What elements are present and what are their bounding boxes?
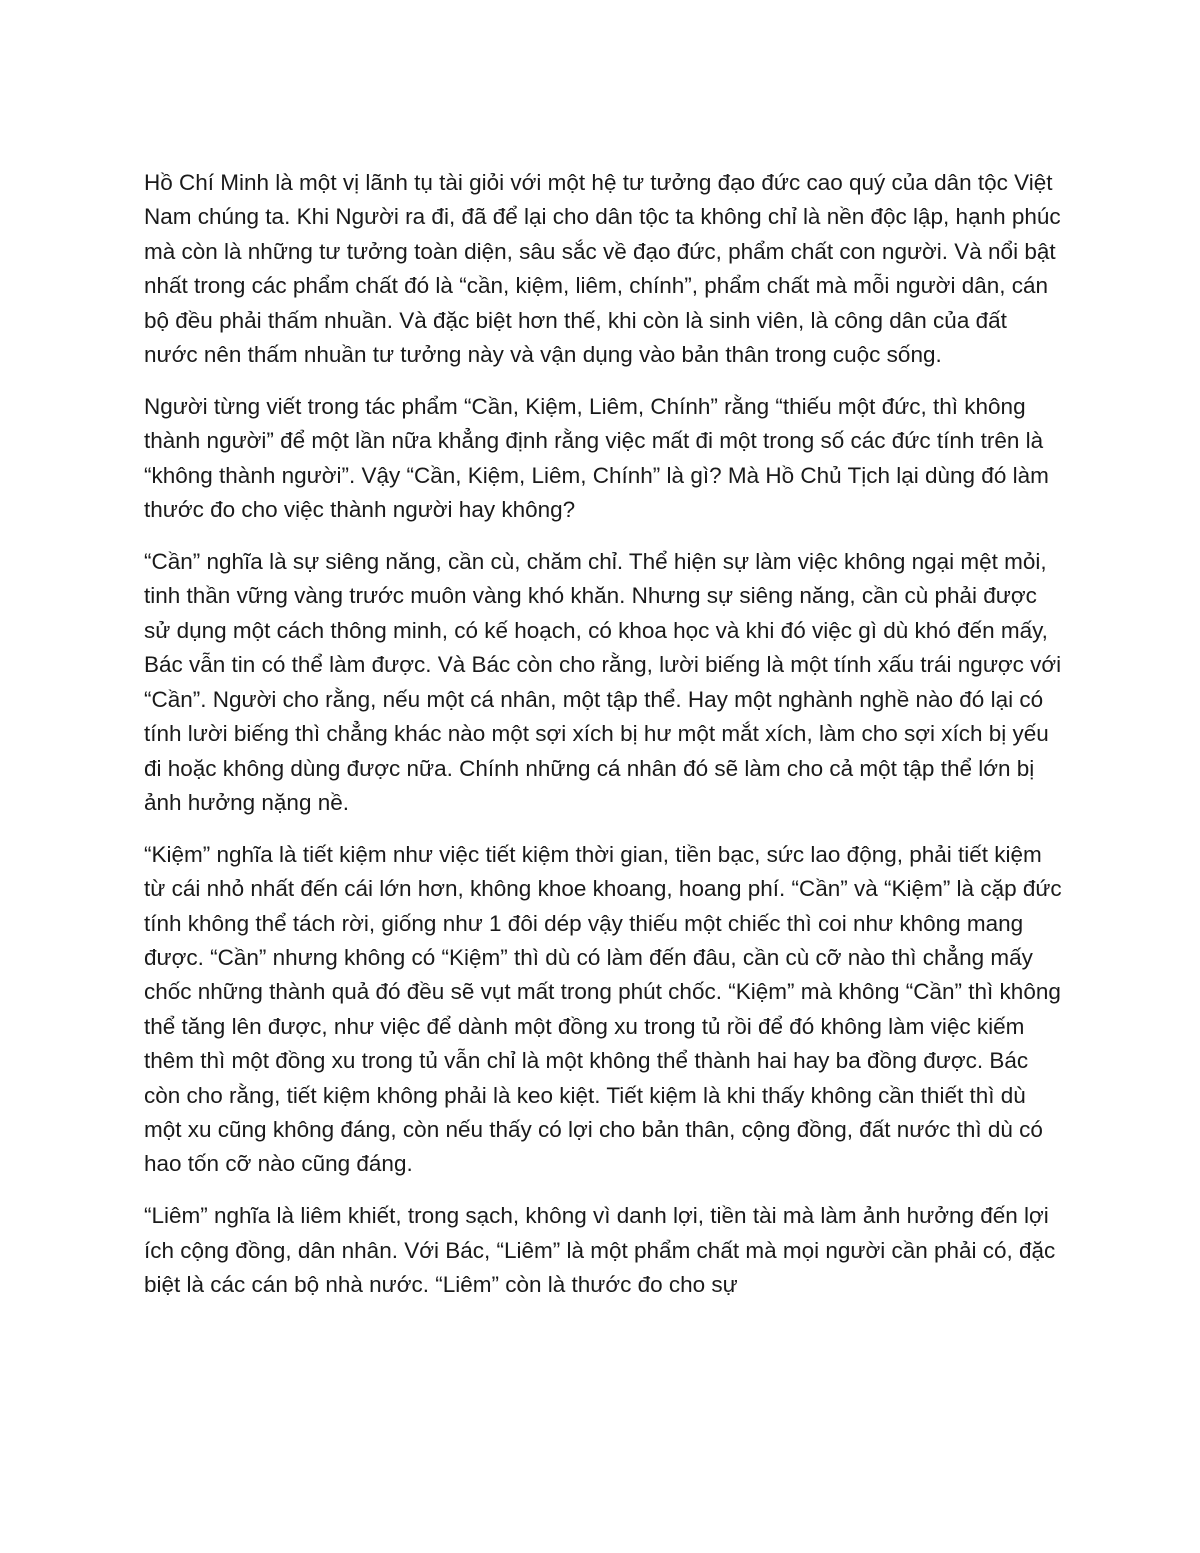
paragraph-kiem: “Kiệm” nghĩa là tiết kiệm như việc tiết kiệm thời gian, tiền bạc, sức lao động, phải tiết kiệm từ cái nhỏ nhất đến cái lớn hơn, không khoe khoang, hoang phí. “Cần” và “Kiệm” là cặp đức tính không thể tách rời, giống như 1 đôi dép vậy thiếu một chiếc thì coi như không mang được. “Cần” nhưng không có “Kiệm” thì dù có làm đến đâu, cần cù cỡ nào thì chẳng mấy chốc những thành quả đó đều sẽ vụt mất trong phút chốc. “Kiệm” mà không “Cần” thì không thể tăng lên được, như việc để dành một đồng xu trong tủ rồi để đó không làm việc kiếm thêm thì một đồng xu trong tủ vẫn chỉ là một không thể thành hai hay ba đồng được. Bác còn cho rằng, tiết kiệm không phải là keo kiệt. Tiết kiệm là khi thấy không cần thiết thì dù một xu cũng không đáng, còn nếu thấy có lợi cho bản thân, cộng đồng, đất nước thì dù có hao tốn cỡ nào cũng đáng. [144, 841, 1062, 1177]
document-body [144, 166, 1064, 1320]
paragraph-intro: Hồ Chí Minh là một vị lãnh tụ tài giỏi với một hệ tư tưởng đạo đức cao quý của dân tộc Việt Nam chúng ta. Khi Người ra đi, đã để lại cho dân tộc ta không chỉ là nền độc lập, hạnh phúc mà còn là những tư tưởng toàn diện, sâu sắc về đạo đức, phẩm chất con người. Và nổi bật nhất trong các phẩm chất đó là “cần, kiệm, liêm, chính”, phẩm chất mà mỗi người dân, cán bộ đều phải thấm nhuần. Và đặc biệt hơn thế, khi còn là sinh viên, là công dân của đất nước nên thấm nhuần tư tưởng này và vận dụng vào bản thân trong cuộc sống. [144, 170, 1061, 368]
paragraph-question: Người từng viết trong tác phẩm “Cần, Kiệm, Liêm, Chính” rằng “thiếu một đức, thì không thành người” để một lần nữa khẳng định rằng việc mất đi một trong số các đức tính trên là “không thành người”. Vậy “Cần, Kiệm, Liêm, Chính” là gì? Mà Hồ Chủ Tịch lại dùng đó làm thước đo cho việc thành người hay không? [144, 393, 1049, 523]
paragraph-can: “Cần” nghĩa là sự siêng năng, cần cù, chăm chỉ. Thể hiện sự làm việc không ngại mệt mỏi, tinh thần vững vàng trước muôn vàng khó khăn. Nhưng sự siêng năng, cần cù phải được sử dụng một cách thông minh, có kế hoạch, có khoa học và khi đó việc gì dù khó đến mấy, Bác vẫn tin có thể làm được. Và Bác còn cho rằng, lười biếng là một tính xấu trái ngược với “Cần”. Người cho rằng, nếu một cá nhân, một tập thể. Hay một nghành nghề nào đó lại có tính lười biếng thì chẳng khác nào một sợi xích bị hư một mắt xích, làm cho sợi xích bị yếu đi hoặc không dùng được nữa. Chính những cá nhân đó sẽ làm cho cả một tập thể lớn bị ảnh hưởng nặng nề. [144, 549, 1062, 815]
paragraph-liem: “Liêm” nghĩa là liêm khiết, trong sạch, không vì danh lợi, tiền tài mà làm ảnh hưởng đến lợi ích cộng đồng, dân nhân. Với Bác, “Liêm” là một phẩm chất mà mọi người cần phải có, đặc biệt là các cán bộ nhà nước. “Liêm” còn là thước đo cho sự [144, 1203, 1056, 1298]
